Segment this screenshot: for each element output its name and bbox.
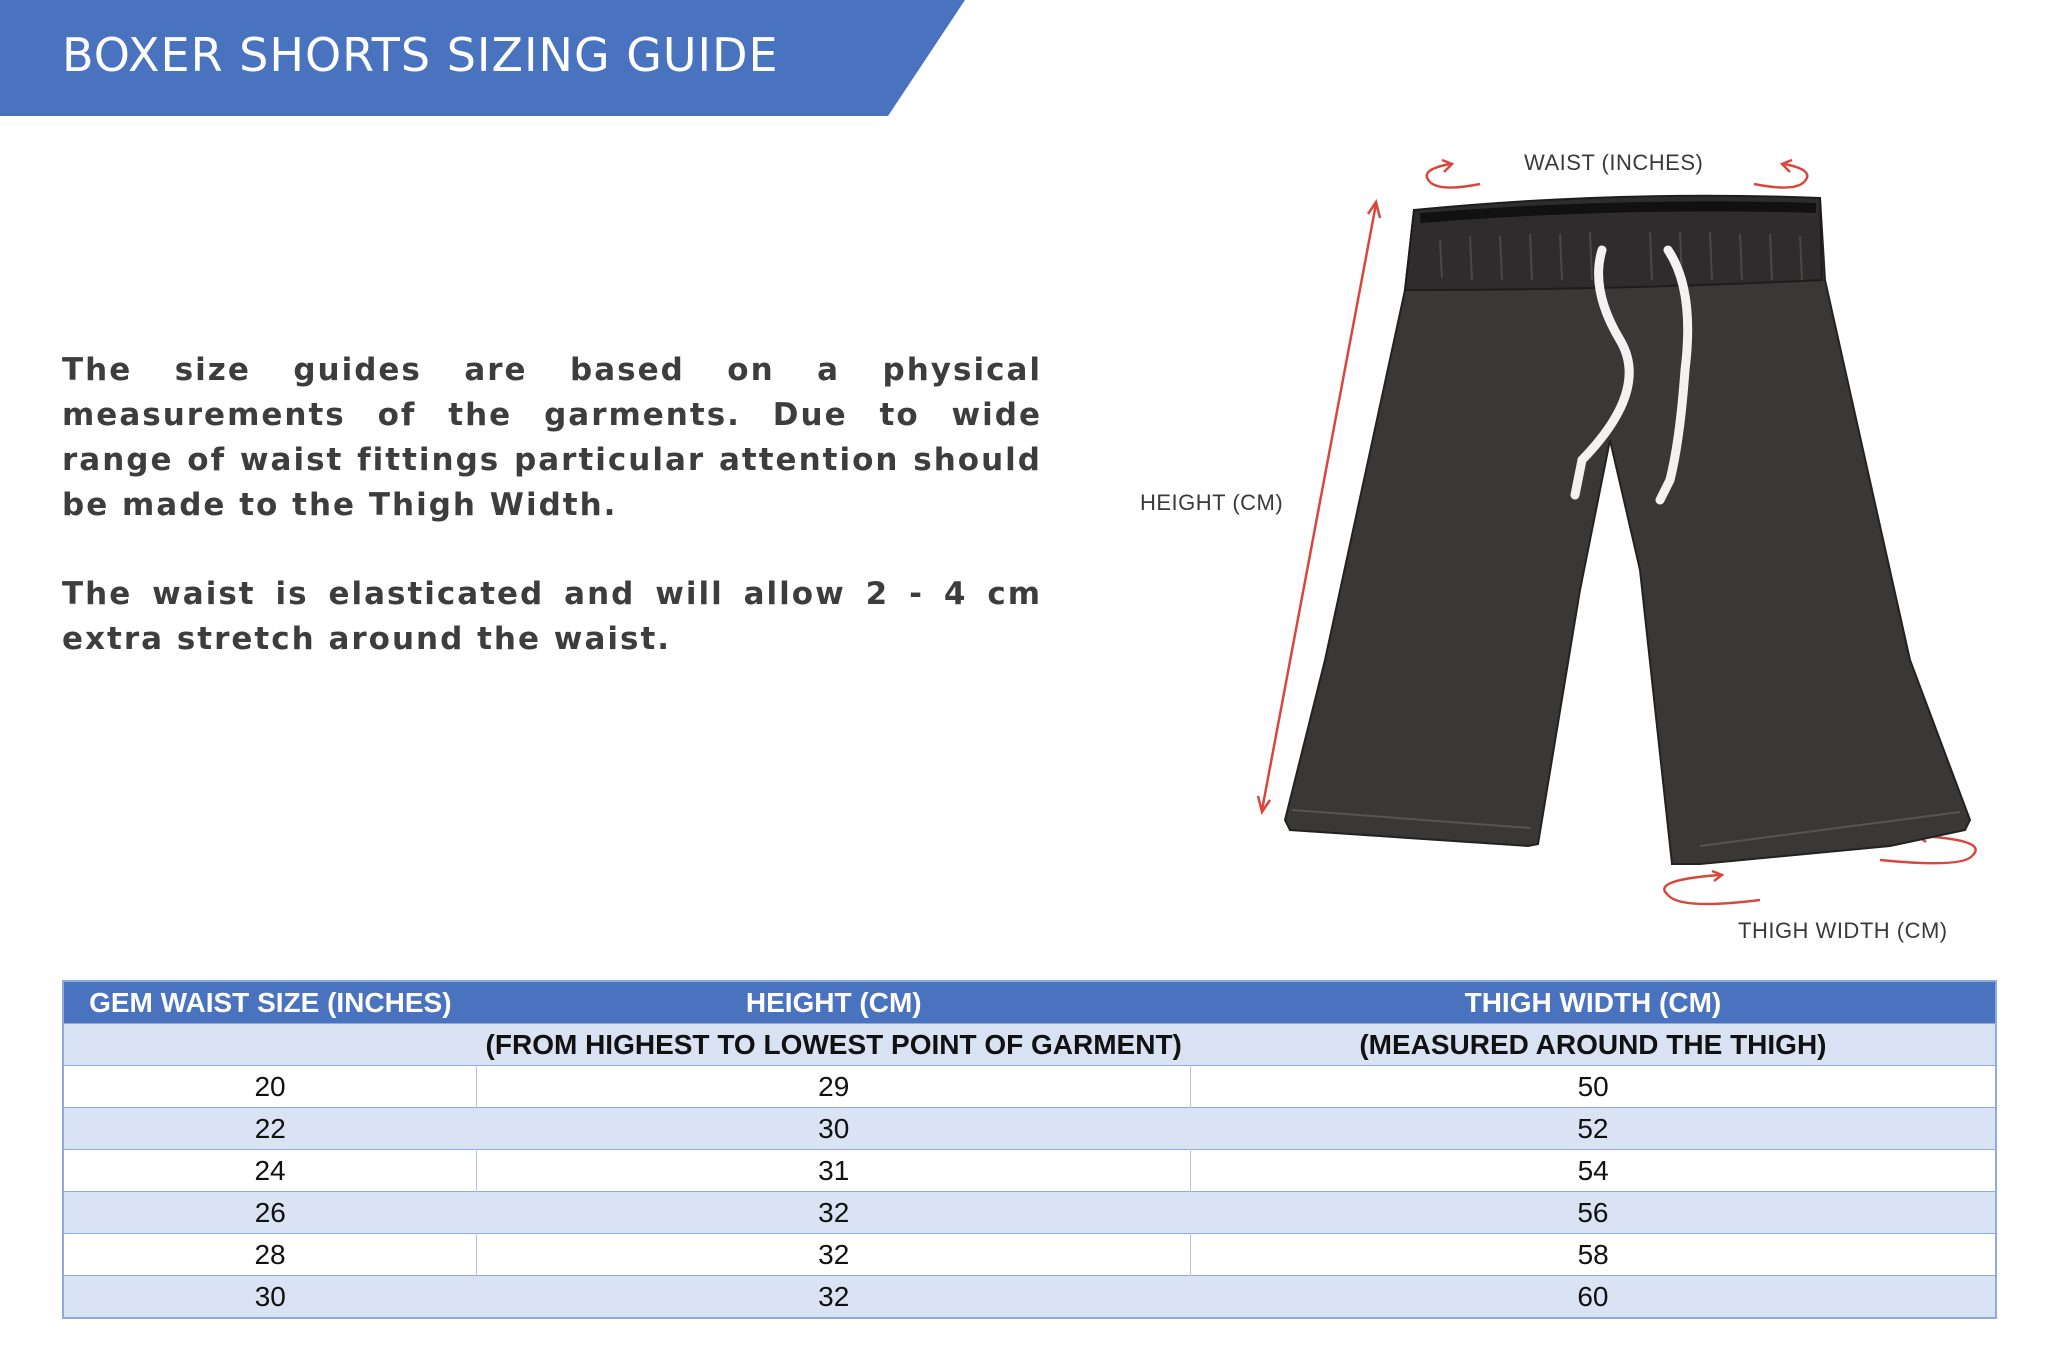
cell-thigh: 58 (1191, 1234, 1996, 1276)
shorts-illustration (1120, 140, 2000, 960)
table-row (63, 1234, 1996, 1276)
subheader-waist (63, 1024, 477, 1066)
shorts-diagram (1120, 140, 2000, 960)
shorts-body (1285, 198, 1970, 864)
table-row (63, 1108, 1996, 1150)
header-waist: GEM WAIST SIZE (INCHES) (63, 981, 477, 1024)
cell-height: 32 (477, 1234, 1191, 1276)
cell-height: 30 (477, 1108, 1191, 1150)
thigh-width-label: THIGH WIDTH (CM) (1738, 918, 1948, 943)
header-thigh: THIGH WIDTH (CM) (1191, 981, 1996, 1024)
cell-waist: 24 (63, 1150, 477, 1192)
cell-waist: 22 (63, 1108, 477, 1150)
page-title: BOXER SHORTS SIZING GUIDE (62, 28, 779, 82)
cell-height: 32 (477, 1192, 1191, 1234)
waist-label: WAIST (INCHES) (1524, 150, 1704, 175)
cell-height: 31 (477, 1150, 1191, 1192)
cell-thigh: 60 (1191, 1276, 1996, 1319)
header-row (63, 981, 1996, 1024)
cell-waist: 26 (63, 1192, 477, 1234)
subheader-height: (FROM HIGHEST TO LOWEST POINT OF GARMENT) (477, 1024, 1191, 1066)
height-label: HEIGHT (CM) (1140, 490, 1284, 515)
table-row (63, 1276, 1996, 1319)
cell-waist: 20 (63, 1066, 477, 1108)
intro-paragraph-2: The waist is elasticated and will allow 2 - 4 cm extra stretch around the waist. (62, 576, 1042, 657)
table-row (63, 1192, 1996, 1234)
cell-waist: 28 (63, 1234, 477, 1276)
subheader-thigh: (MEASURED AROUND THE THIGH) (1191, 1024, 1996, 1066)
cell-thigh: 52 (1191, 1108, 1996, 1150)
intro-text (62, 348, 1042, 706)
size-table (62, 980, 1997, 1319)
header-height: HEIGHT (CM) (477, 981, 1191, 1024)
title-banner (0, 0, 965, 116)
cell-thigh: 54 (1191, 1150, 1996, 1192)
cell-height: 32 (477, 1276, 1191, 1319)
table-row (63, 1066, 1996, 1108)
cell-height: 29 (477, 1066, 1191, 1108)
intro-paragraph-1: The size guides are based on a physical measurements of the garments. Due to wide range of waist fittings particular attention should be made to the Thigh Width. (62, 352, 1042, 523)
cell-thigh: 50 (1191, 1066, 1996, 1108)
subheader-row (63, 1024, 1996, 1066)
cell-thigh: 56 (1191, 1192, 1996, 1234)
cell-waist: 30 (63, 1276, 477, 1319)
table-row (63, 1150, 1996, 1192)
